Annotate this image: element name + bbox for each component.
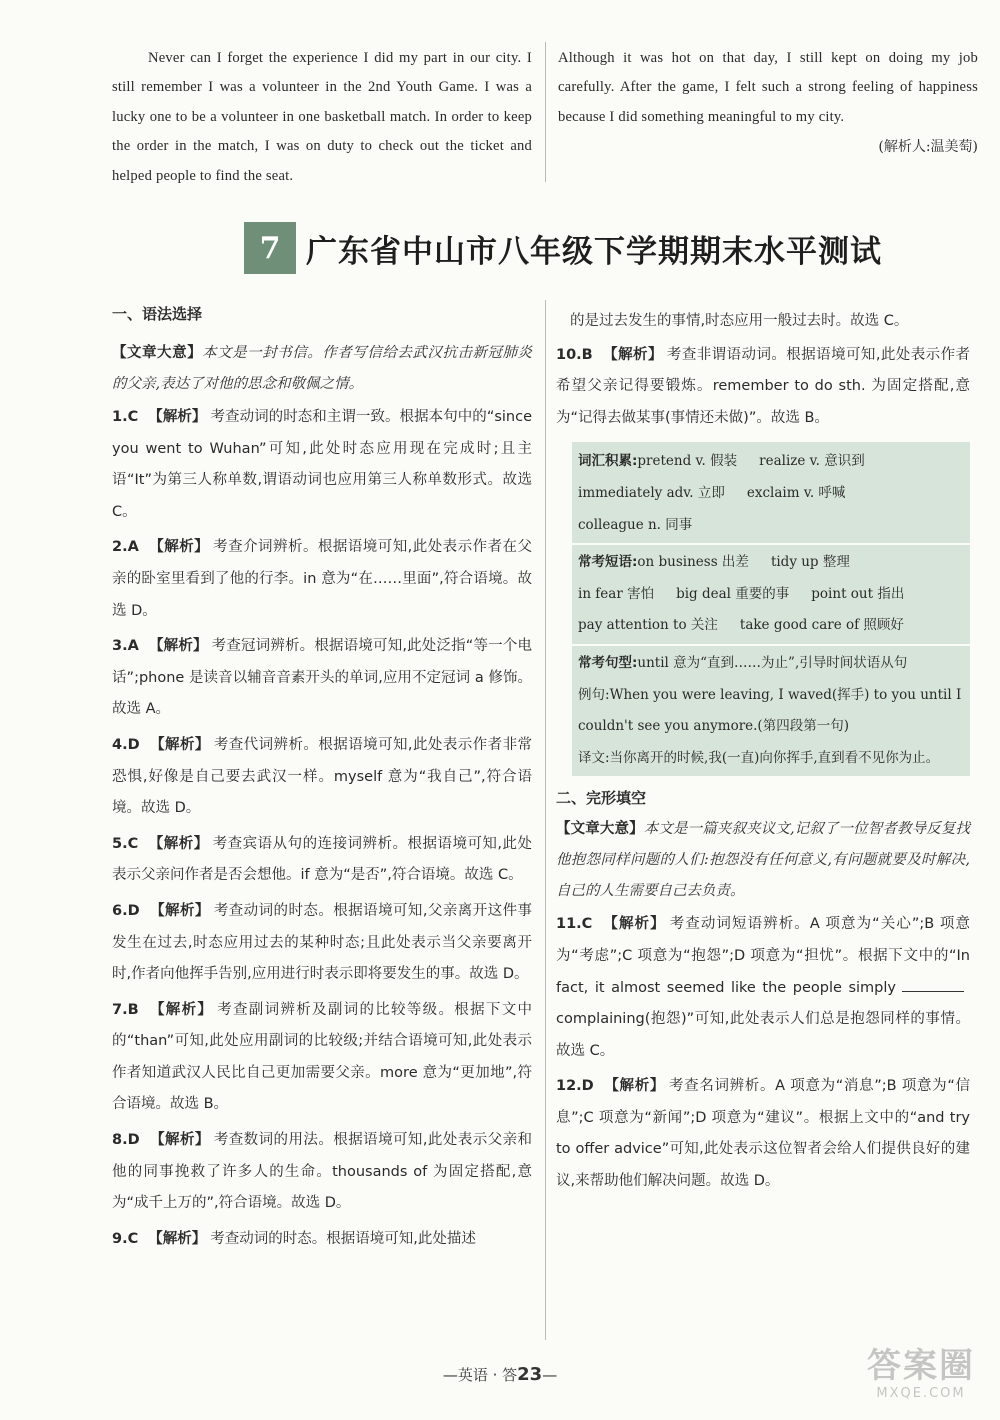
watermark-text: 答案圈 [867,1346,975,1386]
page-footer [0,1364,1000,1385]
phrase-row [578,579,962,611]
answer-number: 8.D [112,1132,140,1149]
footer-dash: — [542,1366,558,1384]
test-title-bar [244,222,882,274]
answer-item [556,909,970,1067]
answer-item [112,730,532,825]
analysis-tag: 【解析】 [149,1132,210,1149]
analysis-tag: 【解析】 [149,736,210,753]
answer-number: 2.A [112,539,139,556]
test-title: 广东省中山市八年级下学期期末水平测试 [306,233,882,270]
analysis-tag: 【解析】 [149,902,210,919]
analysis-text: 考查冠词辨析。根据语境可知,此处泛指“等一个电话”;phone 是读音以辅音音素开头的单词,应用不定冠词 a 修饰。故选 A。 [112,638,532,718]
answer-item [112,995,532,1121]
answer-number: 9.C [112,1230,139,1247]
analysis-tag: 【解析】 [148,409,207,425]
analysis-text: 考查宾语从句的连接词辨析。根据语境可知,此处表示父亲问作者是否会想他。if 意为“是否”,符合语境。故选 C。 [112,835,533,884]
analysis-tag: 【解析】 [148,539,210,556]
english-paragraph-left: Never can I forget the experience I did my part in our city. I still remember I was a volunteer in the 2nd Youth Game. I was a lucky one to be a volunteer in one basketball match. In order to keep the order in the match, I was on duty to check out the ticket and helped people to find the seat. [112,50,532,184]
analysis-text: 考查副词辨析及副词的比较等级。根据下文中的“than”可知,此处应用副词的比较级;并结合语境可知,此处表示作者知道武汉人民比自己更加需要父亲。more 意为“更加地”,符合语境。故选 B。 [112,1001,532,1113]
answer-blank [902,977,964,992]
answer-item [112,402,532,528]
summary-text: 本文是一封书信。作者写信给去武汉抗击新冠肺炎的父亲,表达了对他的思念和敬佩之情。 [112,345,533,392]
analysis-text: 考查代词辨析。根据语境可知,此处表示作者非常恐惧,好像是自己要去武汉一样。myself 意为“我自己”,符合语境。故选 D。 [112,736,533,817]
column-divider-top [545,42,546,182]
top-left-column [112,44,532,191]
answer-continuation: 的是过去发生的事情,时态应用一般过去时。故选 C。 [570,313,909,329]
summary-tag: 【文章大意】 [112,345,203,361]
article-summary [112,338,532,400]
answer-number: 7.B [112,1001,139,1018]
test-number-badge: 7 [244,222,296,274]
pattern-label: 常考句型: [578,654,638,671]
analysis-tag: 【解析】 [148,638,208,655]
phrase-entry: point out 指出 [811,585,905,602]
summary-tag: 【文章大意】 [556,821,644,838]
analysis-text: complaining(抱怨)”可知,此处表示人们总是抱怨同样的事情。故选 C。 [556,1011,970,1059]
summary-text: 本文是一篇夹叙夹议文,记叙了一位智者教导反复找他抱怨同样问题的人们:抱怨没有任何意义,有问题就要及时解决,自己的人生需要自己去负责。 [556,821,971,900]
example-label: 例句: [578,686,610,703]
vocab-row [578,510,962,542]
site-watermark-logo [856,1346,986,1410]
translation-text: 当你离开的时候,我(一直)向你挥手,直到看不见你为止。 [609,749,940,766]
analysis-text: 考查动词短语辨析。A 项意为“关心”;B 项意为“考虑”;C 项意为“抱怨”;D 项意为“担忧”。根据下文中的“In fact, it almost seemed like the people simply [556,916,971,996]
analysis-text: 考查动词的时态。根据语境可知,父亲离开这件事发生在过去,时态应用过去的某种时态;且此处表示当父亲要离开时,作者向他挥手告别,应用进行时表示即将要发生的事。故选 D。 [112,902,533,983]
vocab-entry: exclaim v. 呼喊 [746,484,846,501]
answer-number: 10.B [556,346,593,363]
example-text: When you were leaving, I waved(挥手) to you until I couldn't see you anymore.(第四段第一句) [578,686,962,735]
section-heading-grammar: 一、语法选择 [112,305,203,323]
column-divider-main [545,300,546,1340]
answer-number: 6.D [112,902,140,919]
analysis-text: 考查数词的用法。根据语境可知,此处表示父亲和他的同事挽救了许多人的生命。thousands of 为固定搭配,意为“成千上万的”,符合语境。故选 D。 [112,1132,533,1212]
phrase-entry: pay attention to 关注 [578,617,718,634]
answer-item [112,532,532,627]
analysis-text: 考查名词辨析。A 项意为“消息”;B 项意为“信息”;C 项意为“新闻”;D 项意为“建议”。根据上文中的“and try to offer advice”可知,此处表示这位智者会给人们提供良好的建议,来帮助他们解决问题。故选 D。 [556,1078,970,1190]
answer-number: 5.C [112,835,139,852]
answer-number: 11.C [556,916,593,933]
analysis-text: 考查动词的时态和主谓一致。根据本句中的“since you went to Wuhan”可知,此处时态应用现在完成时;且主语“It”为第三人称单数,谓语动词也应用第三人称单数形式。故选 C。 [112,409,533,520]
analysis-tag: 【解析】 [148,1001,214,1018]
vocab-label: 词汇积累: [578,453,638,470]
phrase-row [578,547,962,579]
watermark-url: MXQE.COM [876,1386,966,1401]
phrase-label: 常考短语: [578,554,638,571]
answer-item [112,1125,532,1220]
pattern-intro: until 意为“直到……为止”,引导时间状语从句 [637,654,908,671]
top-right-column [558,44,978,162]
phrase-entry: in fear 害怕 [578,585,655,602]
answer-item [112,829,532,892]
analysis-text: 考查介词辨析。根据语境可知,此处表示作者在父亲的卧室里看到了他的行李。in 意为“在……里面”,符合语境。故选 D。 [112,539,533,619]
left-column [112,300,532,1255]
analysis-text: 考查动词的时态。根据语境可知,此处描述 [210,1230,476,1247]
english-paragraph-right: Although it was hot on that day, I still kept on doing my job carefully. After the game, I felt such a strong feeling of happiness because I did something meaningful to my city. [558,50,978,125]
answer-number: 12.D [556,1078,594,1095]
translation-label: 译文: [578,749,610,766]
answer-item [112,1224,532,1256]
signature: (解析人:温美萄) [878,139,978,156]
answer-item [112,631,532,726]
answer-item [556,1071,970,1197]
analysis-tag: 【解析】 [602,346,663,363]
vocab-entry: pretend v. 假装 [637,453,738,470]
pattern-row [578,648,962,680]
answer-number: 4.D [112,736,140,753]
vocab-entry: colleague n. 同事 [578,516,693,533]
pattern-translation [578,743,962,775]
analysis-tag: 【解析】 [148,835,209,852]
phrase-entry: take good care of 照顾好 [739,617,904,634]
phrase-entry: big deal 重要的事 [676,585,790,602]
vocab-row [578,478,962,510]
phrase-entry: on business 出差 [637,554,749,571]
vocab-entry: realize v. 意识到 [759,453,865,470]
article-summary [556,814,970,907]
page-number: 23 [517,1364,543,1385]
answer-item [112,896,532,991]
analysis-tag: 【解析】 [148,1230,207,1247]
analysis-text: 考查非谓语动词。根据语境可知,此处表示作者希望父亲记得要锻炼。remember to do sth. 为固定搭配,意为“记得去做某事(事情还未做)”。故选 B。 [556,346,971,426]
answer-list-left [112,402,532,1255]
phrase-entry: tidy up 整理 [770,554,850,571]
section-heading-cloze: 二、完形填空 [556,789,647,808]
answer-item [556,340,970,435]
analysis-tag: 【解析】 [603,1078,666,1095]
right-column [556,306,970,1198]
phrase-row [578,610,962,642]
answer-number: 3.A [112,638,139,655]
vocab-entry: immediately adv. 立即 [578,484,725,501]
vocab-row [578,446,962,478]
vocabulary-box [572,442,970,776]
footer-label: —英语 · 答 [442,1366,518,1384]
answer-number: 1.C [112,409,139,425]
pattern-example [578,680,962,743]
analysis-tag: 【解析】 [602,916,666,933]
